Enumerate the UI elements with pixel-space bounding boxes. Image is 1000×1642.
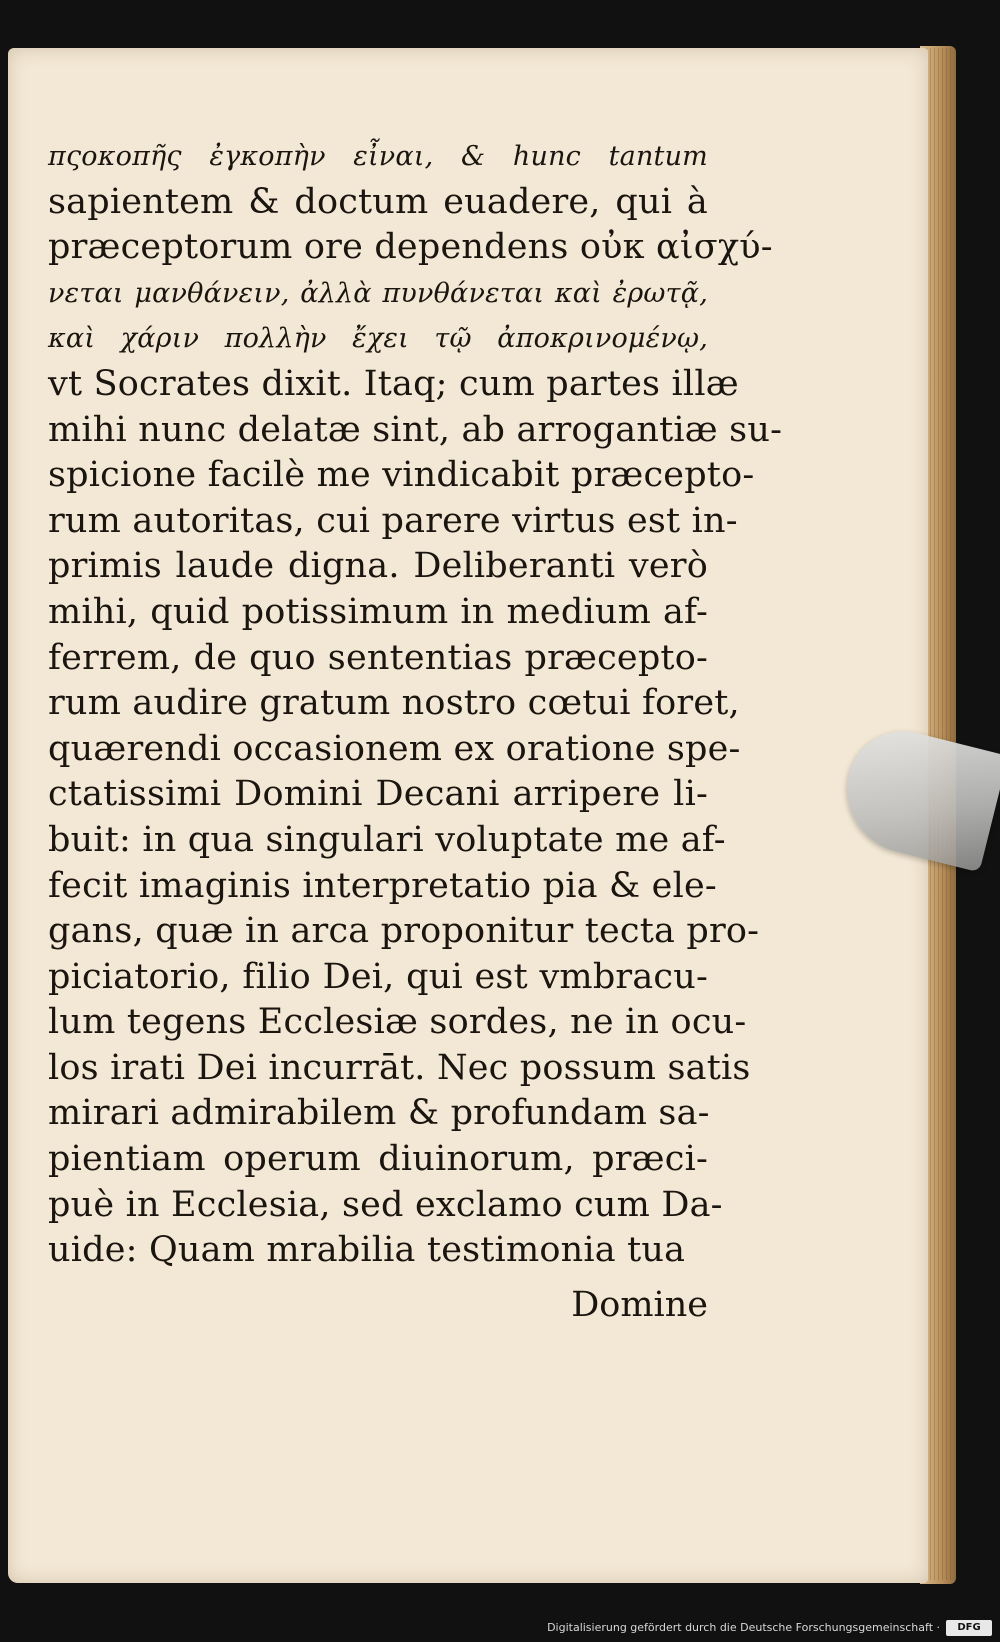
text-line: spicione facilè me vindicabit præcepto- bbox=[48, 455, 755, 496]
text-line: vt Socrates dixit. Itaq; cum partes illæ bbox=[48, 363, 739, 404]
text-line: rum autoritas, cui parere virtus est in- bbox=[48, 500, 738, 541]
text-line: los irati Dei incurrāt. Nec possum satis bbox=[48, 1047, 751, 1088]
text-line: καὶ χάριν πολλὴν ἔχει τῷ ἀποκρινομένῳ, bbox=[48, 323, 708, 355]
text-line: buit: in qua singulari voluptate me af- bbox=[48, 819, 726, 860]
text-line: primis laude digna. Deliberanti verò bbox=[48, 546, 708, 587]
text-line: gans, quæ in arca proponitur tecta pro- bbox=[48, 911, 760, 952]
digitization-credit: Digitalisierung gefördert durch die Deutsche Forschungsgemeinschaft · bbox=[547, 1621, 940, 1634]
text-line: præceptorum ore dependens οὐκ αἰσχύ- bbox=[48, 227, 773, 268]
text-line: quærendi occasionem ex oratione spe- bbox=[48, 728, 741, 769]
text-line: mihi, quid potissimum in medium af- bbox=[48, 591, 708, 632]
text-line: πςοκοπῆς ἐγκοπὴν εἶναι, & hunc tantum bbox=[48, 141, 708, 172]
text-line: uide: Quam mrabilia testimonia tua bbox=[48, 1230, 686, 1271]
text-line: ctatissimi Domini Decani arripere li- bbox=[48, 774, 708, 815]
dfg-logo: DFG bbox=[946, 1620, 992, 1636]
text-line: rum audire gratum nostro cœtui foret, bbox=[48, 683, 740, 724]
text-line: fecit imaginis interpretatio pia & ele- bbox=[48, 865, 717, 906]
page-text bbox=[48, 134, 783, 1274]
text-line: piciatorio, filio Dei, qui est vmbracu- bbox=[48, 956, 708, 997]
text-line: pientiam operum diuinorum, præci- bbox=[48, 1139, 708, 1180]
text-line: νεται μανθάνειν, ἀλλὰ πυνθάνεται καὶ ἐρωτᾷ, bbox=[48, 277, 708, 309]
text-line: lum tegens Ecclesiæ sordes, ne in ocu- bbox=[48, 1002, 747, 1043]
text-line: mihi nunc delatæ sint, ab arrogantiæ su- bbox=[48, 409, 783, 450]
text-line: ferrem, de quo sententias præcepto- bbox=[48, 637, 708, 678]
catchword: Domine bbox=[571, 1285, 708, 1325]
text-line: puè in Ecclesia, sed exclamo cum Da- bbox=[48, 1184, 723, 1225]
text-line: sapientem & doctum euadere, qui à bbox=[48, 181, 708, 222]
text-line: mirari admirabilem & profundam sa- bbox=[48, 1093, 710, 1134]
